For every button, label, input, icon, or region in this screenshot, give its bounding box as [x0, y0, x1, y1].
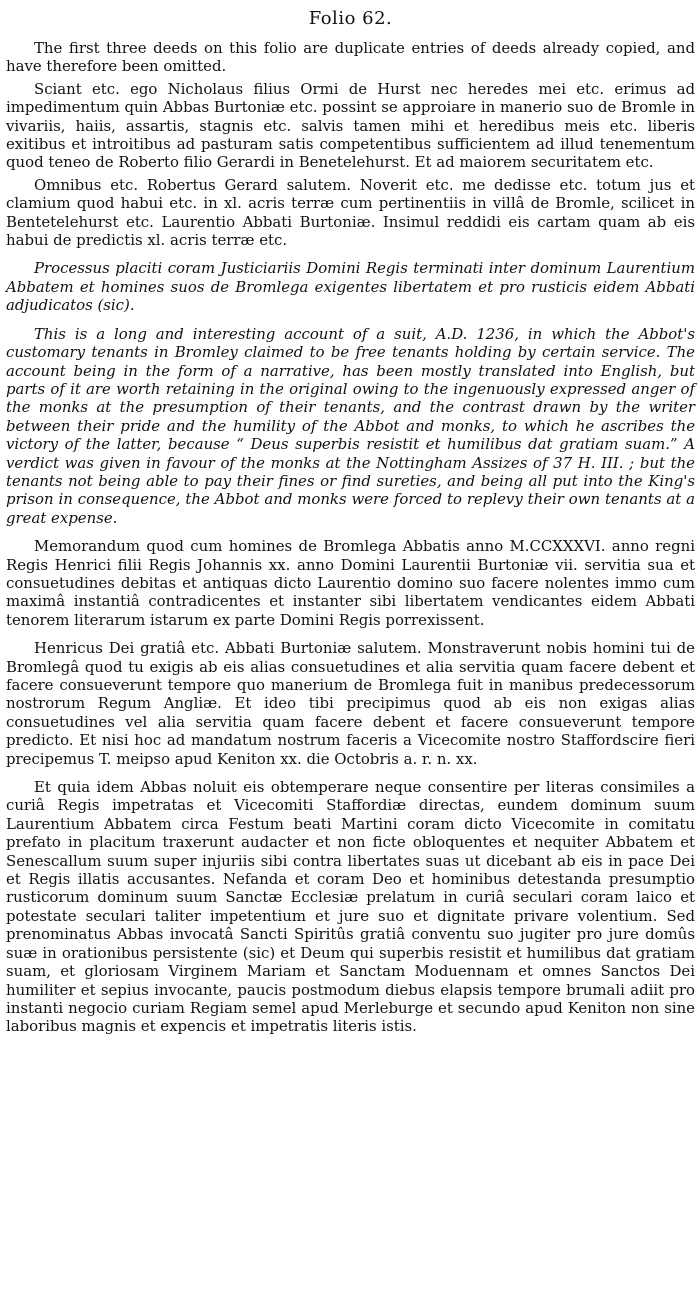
paragraph-deed-nicholaus: Sciant etc. ego Nicholaus filius Ormi de Hurst nec heredes mei etc. erimus ad impedimentum quin Abbas Burtoniæ etc. possint se approiare in manerio suo de Bromle in vivariis, haiis, assartis, stagnis etc. salvis tamen mihi et heredibus meis etc. liberis exitibus et introitibus ad pasturam satis competentibus sufficientem ad illud tenementum quod teneo de Roberto filio Gerardi in Benetelehurst. Et ad maiorem securitatem etc. — [6, 79, 695, 172]
paragraph-et-quia: Et quia idem Abbas noluit eis obtemperare neque consentire per literas consimiles a curiâ Regis impetratas et Vicecomiti Staffordiæ directas, eundem dominum suum Laurentium Abbatem circa Festum beati Martini coram dicto Vicecomite in comitatu prefato in placitum traxerunt audacter et non ficte obloquentes et nequiter Abbatem et Senescallum suum super injuriis sibi contra libertates suas ut dicebant ab eis in pace Dei et Regis illatis accusantes. Nefanda et coram Deo et hominibus detestanda presumptio rusticorum dominum suum Sanctæ Ecclesiæ prelatum in curiâ seculari coram laico et potestate seculari taliter impetentium et jure suo et dignitate privare volentium. Sed prenominatus Abbas invocatâ Sancti Spiritûs gratiâ conventu suo jugiter pro jure domûs suæ in orationibus persistente (sic) et Deum qui superbis resistit et humilibus dat gratiam suam, et gloriosam Virginem Mariam et Sanctam Moduennam et omnes Sanctos Dei humiliter et sepius invocante, paucis postmodum diebus elapsis tempore brumali adiit pro instanti negocio curiam Regiam semel apud Merleburge et secundo apud Keniton non sine laboribus magnis et expencis et impetratis literis istis. — [6, 778, 695, 1036]
paragraph-memorandum: Memorandum quod cum homines de Bromlega Abbatis anno M.CCXXXVI. anno regni Regis Henrici filii Regis Johannis xx. anno Domini Laurentii Burtoniæ vii. servitia sua et consuetudines debitas et antiquas dicto Laurentio domino suo facere nolentes immo cum maximâ instantiâ contradicentes et instanter sibi libertatem vendicantes eidem Abbati tenorem literarum istarum ex parte Domini Regis porrexissent. — [6, 537, 695, 629]
paragraph-suit-summary: This is a long and interesting account of a suit, A.D. 1236, in which the Abbot's customary tenants in Bromley claimed to be free tenants holding by certain service. The account being in the form of a narrative, has been mostly translated into English, but parts of it are worth retaining in the original owing to the ingenuously expressed anger of the monks at the presumption of their tenants, and the contrast drawn by the writer between their pride and the humility of the Abbot and monks, to which he ascribes the victory of the latter, because “ Deus superbis resistit et humilibus dat gratiam suam.” A verdict was given in favour of the monks at the Nottingham Assizes of 37 H. III. ; but the tenants not being able to pay their fines or find sureties, and being all put into the King's prison in consequence, the Abbot and monks were forced to replevy their own tenants at a great expense. — [6, 324, 695, 527]
paragraph-processus-title: Processus placiti coram Justiciariis Domini Regis terminati inter dominum Laurentium Abbatem et homines suos de Bromlega exigentes libertatem et pro rusticis eidem Abbati adjudicatos (sic). — [6, 259, 695, 315]
paragraph-henricus-writ: Henricus Dei gratiâ etc. Abbati Burtoniæ salutem. Monstraverunt nobis homini tui de Bromlegâ quod tu exigis ab eis alias consuetudines et alia servitia quam facere debent et facere consueverunt tempore quo manerium de Bromlega fuit in manibus predecessorum nostrorum Regum Angliæ. Et ideo tibi precipimus quod ab eis non exigas alias consuetudines vel alia servitia quam facere debent et facere consueverunt tempore predicto. Et nisi hoc ad mandatum nostrum faceris a Vicecomite nostro Staffordscire fieri precipemus T. meipso apud Keniton xx. die Octobris a. r. n. xx. — [6, 639, 695, 768]
paragraph-deed-robertus: Omnibus etc. Robertus Gerard salutem. Noverit etc. me dedisse etc. totum jus et clamium quod habui etc. in xl. acris terræ cum pertinentiis in villâ de Bromle, scilicet in Bentetelehurst etc. Laurentio Abbati Burtoniæ. Insimul reddidi eis cartam quam ab eis habui de predictis xl. acris terræ etc. — [6, 175, 695, 250]
paragraph-omitted-deeds: The first three deeds on this folio are duplicate entries of deeds already copied, and have therefore been omitted. — [6, 39, 695, 76]
folio-heading: Folio 62. — [308, 8, 393, 29]
